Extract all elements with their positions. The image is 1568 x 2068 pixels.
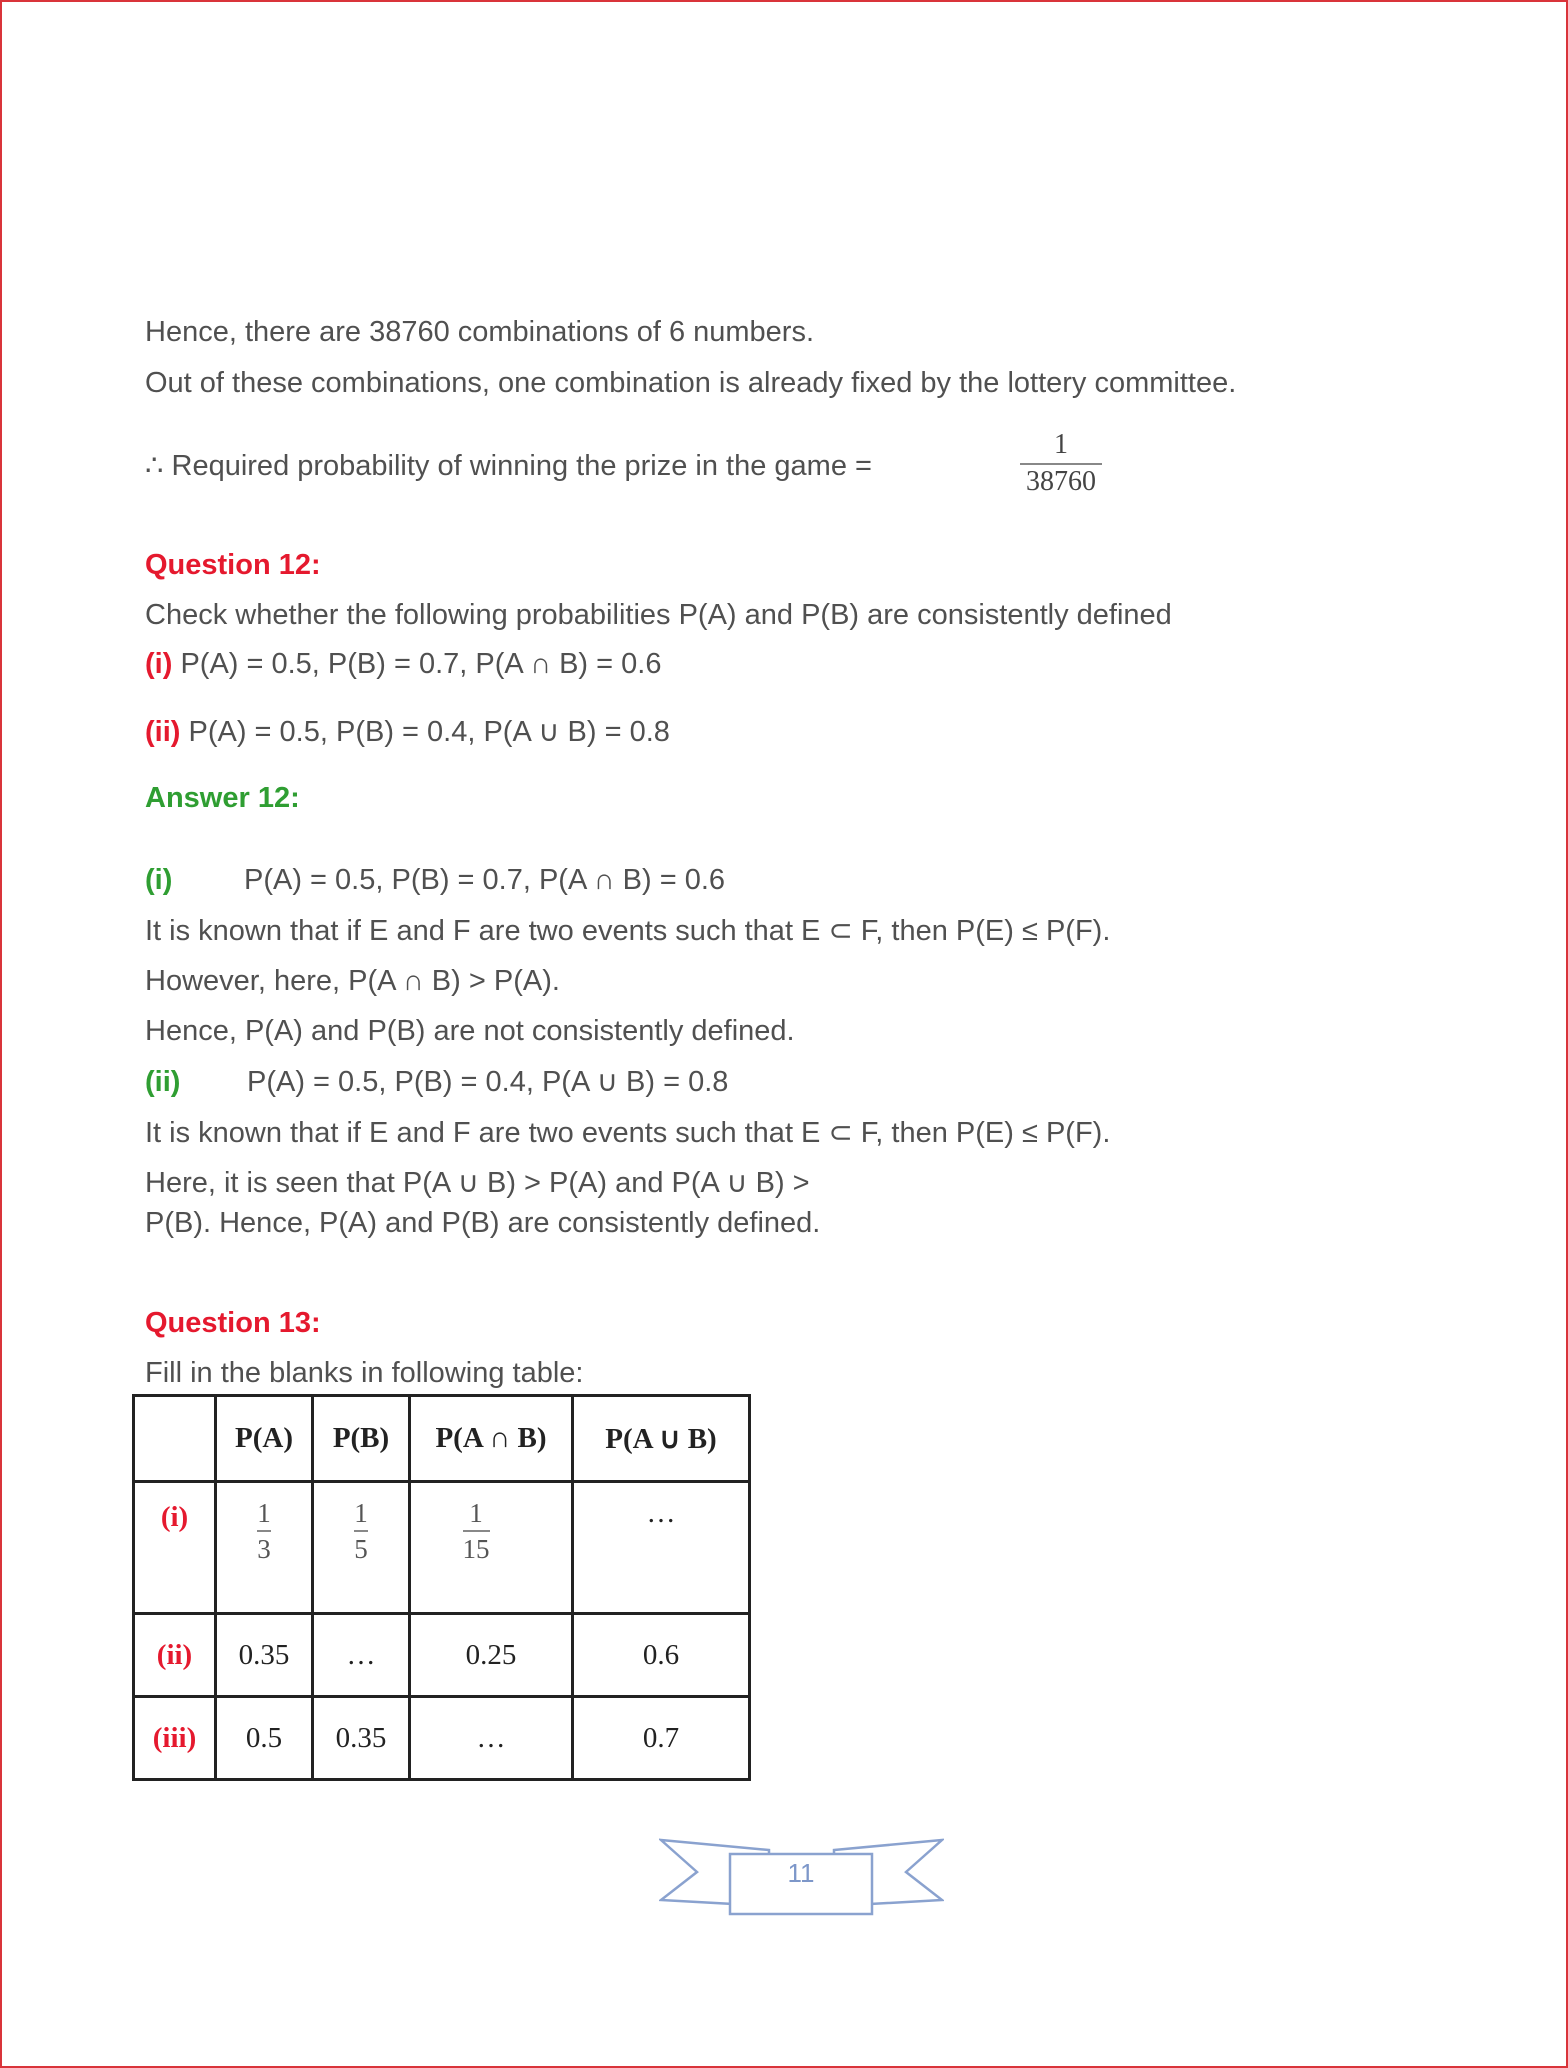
answer-12-i-line-2: However, here, P(A ∩ B) > P(A). <box>145 965 560 997</box>
part-text: P(A) = 0.5, P(B) = 0.7, P(A ∩ B) = 0.6 <box>180 648 662 680</box>
fraction-denominator: 15 <box>462 1534 490 1565</box>
answer-12-part-ii <box>145 1064 728 1100</box>
fraction-bar <box>354 1530 368 1532</box>
fraction-bar <box>463 1530 490 1532</box>
fraction-numerator: 1 <box>469 1498 483 1528</box>
row-label: (ii) <box>134 1614 216 1697</box>
header-empty <box>134 1396 216 1482</box>
cell-pb: 0.35 <box>313 1697 410 1780</box>
answer-12-ii-line-2: Here, it is seen that P(A ∪ B) > P(A) and P(A ∪ B) > <box>145 1167 810 1199</box>
probability-table <box>132 1394 751 1781</box>
table-header-row <box>134 1396 750 1482</box>
question-12-text: Check whether the following probabilities P(A) and P(B) are consistently defined <box>145 599 1172 631</box>
row-label: (iii) <box>134 1697 216 1780</box>
part-label: (ii) <box>145 716 181 748</box>
fraction-denominator: 3 <box>257 1534 271 1565</box>
cell-pab <box>410 1482 573 1614</box>
fraction <box>354 1499 368 1564</box>
header-pb: P(B) <box>313 1396 410 1482</box>
cell-pu: 0.6 <box>573 1614 750 1697</box>
fraction <box>463 1499 490 1564</box>
part-label: (i) <box>145 864 173 896</box>
part-text: P(A) = 0.5, P(B) = 0.4, P(A ∪ B) = 0.8 <box>188 716 670 748</box>
intro-line-2: Out of these combinations, one combination is already fixed by the lottery committee. <box>145 367 1237 399</box>
header-pa: P(A) <box>216 1396 313 1482</box>
answer-12-ii-line-3: P(B). Hence, P(A) and P(B) are consistently defined. <box>145 1207 821 1239</box>
part-text: P(A) = 0.5, P(B) = 0.4, P(A ∪ B) = 0.8 <box>247 1066 729 1098</box>
intro-line-3: ∴ Required probability of winning the prize in the game = <box>145 450 872 482</box>
header-pu: P(A ∪ B) <box>573 1396 750 1482</box>
cell-pa: 0.5 <box>216 1697 313 1780</box>
answer-12-i-line-1: It is known that if E and F are two events such that E ⊂ F, then P(E) ≤ P(F). <box>145 915 1111 947</box>
fraction-denominator: 38760 <box>1026 465 1096 497</box>
cell-pab: … <box>410 1697 573 1780</box>
fraction-denominator: 5 <box>354 1534 368 1565</box>
fraction-bar <box>257 1530 271 1532</box>
page-number: 11 <box>787 1858 815 1888</box>
fraction-bar <box>1020 463 1102 465</box>
cell-pb: … <box>313 1614 410 1697</box>
question-12-part-ii <box>145 714 670 750</box>
answer-12-i-line-3: Hence, P(A) and P(B) are not consistently defined. <box>145 1015 795 1047</box>
fraction-numerator: 1 <box>354 1498 368 1528</box>
probability-fraction <box>1020 430 1102 498</box>
cell-pu: 0.7 <box>573 1697 750 1780</box>
table-row <box>134 1697 750 1780</box>
question-13-title: Question 13: <box>145 1307 321 1339</box>
answer-12-part-i <box>145 862 725 898</box>
part-label: (ii) <box>145 1066 181 1098</box>
part-label: (i) <box>145 648 173 680</box>
cell-pa <box>216 1482 313 1614</box>
answer-12-ii-line-1: It is known that if E and F are two events such that E ⊂ F, then P(E) ≤ P(F). <box>145 1117 1111 1149</box>
cell-pb <box>313 1482 410 1614</box>
table-row <box>134 1482 750 1614</box>
fraction <box>257 1499 271 1564</box>
header-pab: P(A ∩ B) <box>410 1396 573 1482</box>
fraction-numerator: 1 <box>257 1498 271 1528</box>
answer-12-title: Answer 12: <box>145 782 300 814</box>
cell-pa: 0.35 <box>216 1614 313 1697</box>
fraction-numerator: 1 <box>1054 429 1068 460</box>
cell-pab: 0.25 <box>410 1614 573 1697</box>
question-12-part-i <box>145 646 661 682</box>
part-text: P(A) = 0.5, P(B) = 0.7, P(A ∩ B) = 0.6 <box>244 864 726 896</box>
question-12-title: Question 12: <box>145 549 321 581</box>
table-row <box>134 1614 750 1697</box>
row-label: (i) <box>134 1482 216 1614</box>
question-13-text: Fill in the blanks in following table: <box>145 1357 584 1389</box>
cell-pu: … <box>573 1482 750 1614</box>
intro-line-1: Hence, there are 38760 combinations of 6 numbers. <box>145 316 815 348</box>
